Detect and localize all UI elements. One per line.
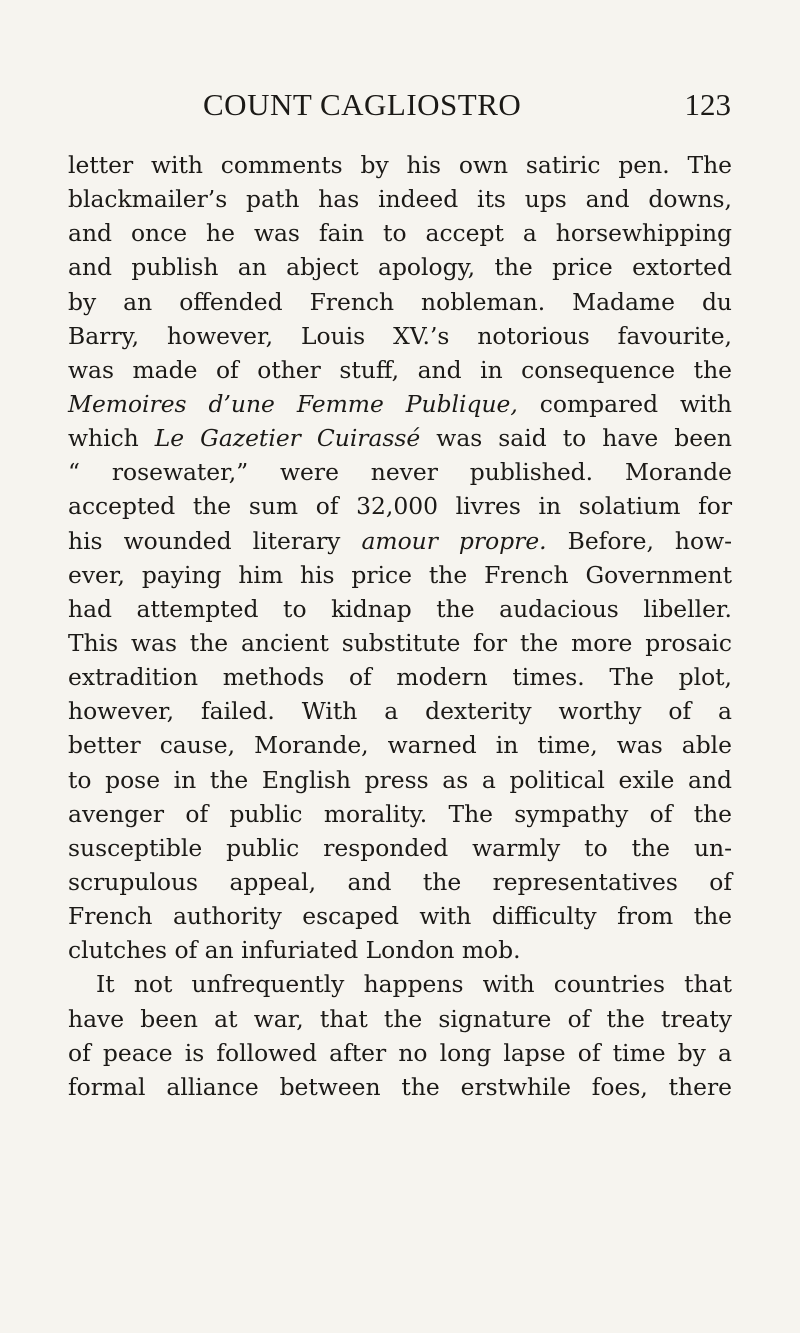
text-line-17: however, failed. With a dexterity worthy of a bbox=[68, 697, 732, 726]
text-line-13: ever, paying him his price the French Government bbox=[68, 560, 732, 589]
text-line-9 bbox=[68, 421, 732, 455]
running-header bbox=[68, 89, 731, 129]
italic-phrase: amour propre. bbox=[361, 526, 547, 555]
text-line-6: Barry, however, Louis XV.’s notorious favourite, bbox=[68, 321, 732, 350]
text-line-2: blackmailer’s path has indeed its ups and downs, bbox=[68, 185, 732, 214]
text-line-11: accepted the sum of 32,000 livres in solatium for bbox=[68, 492, 732, 521]
text-line-20: avenger of public morality. The sympathy of the bbox=[68, 799, 732, 828]
text-line-3: and once he was fain to accept a horsewhipping bbox=[68, 219, 732, 248]
body-text bbox=[68, 148, 732, 1104]
text-line-19: to pose in the English press as a political exile and bbox=[68, 765, 732, 794]
text-line-10: “ rosewater,” were never published. Morande bbox=[68, 458, 732, 487]
text-line-26: have been at war, that the signature of the treaty bbox=[68, 1004, 732, 1033]
text-line-28: formal alliance between the erstwhile foes, there bbox=[68, 1072, 732, 1101]
italic-book-title: Memoires d’une Femme Publique, bbox=[68, 389, 518, 418]
text-line-21: susceptible public responded warmly to the un- bbox=[68, 833, 732, 862]
text-line-22: scrupulous appeal, and the representatives of bbox=[68, 867, 732, 896]
text-line-7: was made of other stuff, and in consequence the bbox=[68, 355, 732, 384]
page-number: 123 bbox=[684, 87, 731, 122]
text-fragment: his wounded literary bbox=[68, 526, 362, 555]
text-line-14: had attempted to kidnap the audacious libeller. bbox=[68, 594, 732, 623]
text-fragment: compared with bbox=[517, 389, 732, 418]
text-line-8 bbox=[68, 387, 732, 421]
running-title: COUNT CAGLIOSTRO bbox=[203, 87, 522, 122]
text-line-24: clutches of an infuriated London mob. bbox=[68, 936, 521, 965]
text-line-12 bbox=[68, 524, 732, 558]
text-line-5: by an offended French nobleman. Madame du bbox=[68, 287, 732, 316]
text-line-16: extradition methods of modern times. The plot, bbox=[68, 663, 732, 692]
text-line-1: letter with comments by his own satiric pen. The bbox=[68, 151, 732, 179]
text-line-4: and publish an abject apology, the price extorted bbox=[68, 253, 732, 282]
italic-book-title: Le Gazetier Cuirassé bbox=[154, 424, 421, 453]
text-fragment: Before, how- bbox=[546, 526, 732, 555]
text-fragment: which bbox=[68, 424, 155, 453]
text-line-27: of peace is followed after no long lapse of time by a bbox=[68, 1038, 732, 1067]
text-line-23: French authority escaped with difficulty from the bbox=[68, 902, 732, 931]
text-line-25: It not unfrequently happens with countries that bbox=[96, 970, 732, 999]
text-line-18: better cause, Morande, warned in time, was able bbox=[68, 731, 732, 760]
text-fragment: was said to have been bbox=[420, 424, 732, 453]
text-line-15: This was the ancient substitute for the more prosaic bbox=[68, 628, 732, 657]
